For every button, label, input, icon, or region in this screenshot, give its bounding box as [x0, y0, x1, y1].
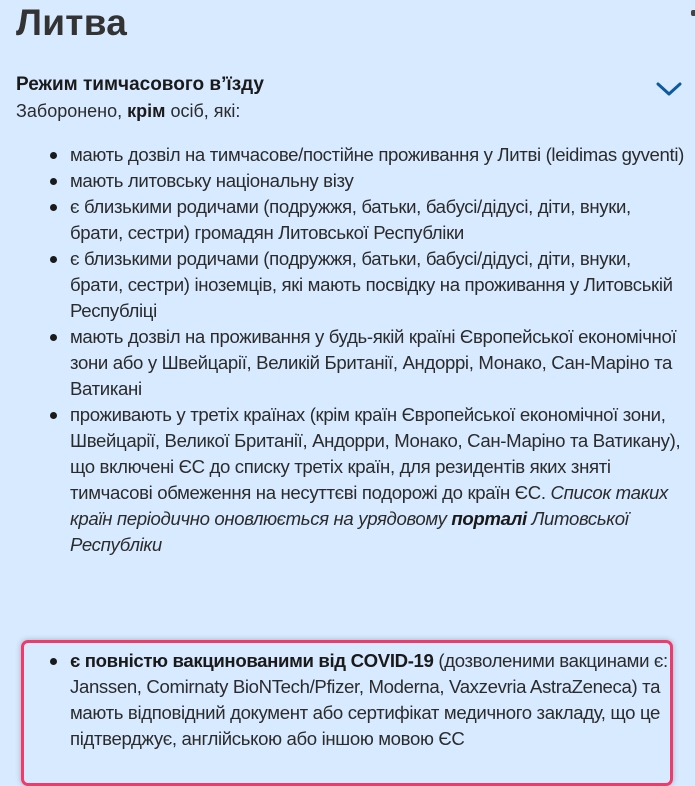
- chevron-down-icon[interactable]: [656, 81, 682, 97]
- intro-prefix: Заборонено,: [16, 101, 128, 121]
- page-title: Литва: [16, 2, 128, 43]
- list-item-text: є близькими родичами (подружжя, батьки, бабусі/дідусі, діти, внуки, брати, сестри) іноземців, які мають посвідку на проживання у Литовській Республіці: [70, 248, 673, 321]
- italic-note-suffix: Литовської Республіки: [70, 508, 629, 555]
- italic-note-prefix: Список таких країн періодично оновлюється на урядовому: [70, 482, 668, 529]
- vaccinated-bold: є повністю вакцинованими від COVID-19: [70, 650, 434, 671]
- list-item-vaccinated: [0, 648, 695, 752]
- list-item: [0, 168, 695, 194]
- intro-suffix: осіб, які:: [165, 101, 241, 121]
- accordion-toggle-entry-regime[interactable]: [16, 71, 688, 99]
- list-item-text: мають дозвіл на проживання у будь-якій країні Європейської економічної зони або у Швейцарії, Великій Британії, Андоррі, Монако, Сан-Маріно та Ватикані: [70, 326, 677, 399]
- list-item: [0, 246, 695, 324]
- vaccinated-text: (дозволеними вакцинами є: Janssen, Comirnaty BioNTech/Pfizer, Moderna, Vaxzevria AstraZeneca) та мають відповідний документ або сертифікат медичного закладу, що це підтверджує, англійською або іншою мовою ЄС: [70, 650, 668, 749]
- list-item-text: проживають у третіх країнах (крім країн Європейської економічної зони, Швейцарії, Великої Британії, Андорри, Монако, Сан-Маріно та Ватикану), що включені ЄС до списку третіх країн, для резидентів яких зняті тимчасові обмеження на несуттєві подорожі до країн ЄС.: [70, 404, 681, 503]
- list-item: [0, 142, 695, 168]
- exceptions-list: [0, 142, 695, 558]
- scroll-indicator: [691, 10, 695, 16]
- accordion-title: Режим тимчасового в’їзду: [16, 74, 265, 95]
- list-item: [0, 402, 695, 558]
- list-item: [0, 194, 695, 246]
- list-item: [0, 324, 695, 402]
- portal-link[interactable]: порталі: [451, 508, 527, 529]
- intro-bold: крім: [127, 101, 166, 121]
- list-item-text: мають дозвіл на тимчасове/постійне проживання у Литві (leidimas gyventi): [70, 144, 684, 165]
- list-item-text: є близькими родичами (подружжя, батьки, бабусі/дідусі, діти, внуки, брати, сестри) громадян Литовської Республіки: [70, 196, 631, 243]
- highlighted-list: [0, 648, 695, 752]
- list-item-text: мають литовську національну візу: [70, 170, 354, 191]
- intro-text: [16, 98, 240, 124]
